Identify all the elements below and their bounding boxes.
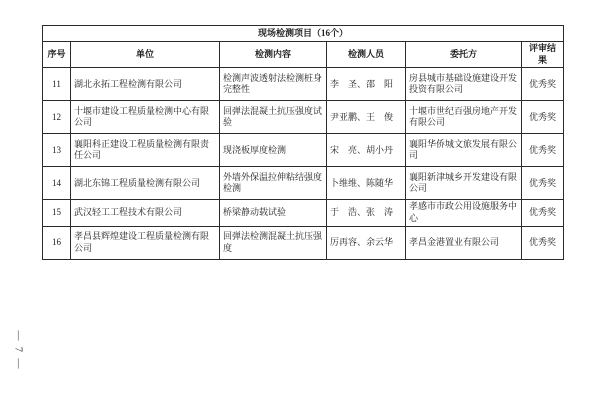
cell-content: 检测声波透射法检测桩身完整性 [220, 68, 327, 101]
cell-personnel: 李 圣、邵 阳 [327, 68, 406, 101]
cell-unit: 襄阳科正建设工程质量检测有限责任公司 [71, 134, 220, 167]
header-client: 委托方 [406, 42, 522, 68]
cell-content: 回弹法混凝土抗压强度试验 [220, 101, 327, 134]
cell-client: 孝感市市政公用设施服务中心 [406, 200, 522, 226]
header-personnel: 检测人员 [327, 42, 406, 68]
cell-content: 桥梁静动载试验 [220, 200, 327, 226]
cell-result: 优秀奖 [522, 134, 564, 167]
cell-personnel: 宋 亮、胡小丹 [327, 134, 406, 167]
cell-unit: 湖北东锦工程质量检测有限公司 [71, 167, 220, 200]
table-title-row [43, 26, 564, 42]
cell-unit: 湖北永拓工程检测有限公司 [71, 68, 220, 101]
cell-result: 优秀奖 [522, 101, 564, 134]
header-content: 检测内容 [220, 42, 327, 68]
cell-seq: 12 [43, 101, 71, 134]
cell-result: 优秀奖 [522, 167, 564, 200]
table-title: 现场检测项目（16个） [43, 26, 564, 42]
header-unit: 单位 [71, 42, 220, 68]
cell-seq: 11 [43, 68, 71, 101]
cell-client: 襄阳华侨城文旅发展有限公司 [406, 134, 522, 167]
header-result: 评审结果 [522, 42, 564, 68]
cell-result: 优秀奖 [522, 200, 564, 226]
table-row [43, 68, 564, 101]
cell-client: 十堰市世纪百强房地产开发有限公司 [406, 101, 522, 134]
cell-personnel: 卜维维、陈随华 [327, 167, 406, 200]
cell-content: 现浇板厚度检测 [220, 134, 327, 167]
inspection-results-table [42, 25, 564, 260]
table-row [43, 167, 564, 200]
page-number: — 7 — [12, 330, 24, 371]
cell-unit: 十堰市建设工程质量检测中心有限公司 [71, 101, 220, 134]
table-row [43, 200, 564, 226]
cell-unit: 武汉轻工工程技术有限公司 [71, 200, 220, 226]
table-row [43, 101, 564, 134]
cell-client: 襄阳新津城乡开发建设有限公司 [406, 167, 522, 200]
header-seq: 序号 [43, 42, 71, 68]
table-row [43, 134, 564, 167]
cell-client: 房县城市基础设施建设开发投资有限公司 [406, 68, 522, 101]
table-row [43, 226, 564, 259]
cell-result: 优秀奖 [522, 68, 564, 101]
table-header-row [43, 42, 564, 68]
cell-content: 回弹法检测混凝土抗压强度 [220, 226, 327, 259]
cell-seq: 15 [43, 200, 71, 226]
cell-client: 孝昌金港置业有限公司 [406, 226, 522, 259]
cell-personnel: 厉再容、余云华 [327, 226, 406, 259]
cell-seq: 14 [43, 167, 71, 200]
cell-unit: 孝昌县辉煌建设工程质量检测有限公司 [71, 226, 220, 259]
cell-seq: 13 [43, 134, 71, 167]
cell-seq: 16 [43, 226, 71, 259]
cell-personnel: 于 浩、张 涛 [327, 200, 406, 226]
cell-personnel: 尹亚鹏、王 俊 [327, 101, 406, 134]
cell-result: 优秀奖 [522, 226, 564, 259]
cell-content: 外墙外保温拉伸粘结强度检测 [220, 167, 327, 200]
